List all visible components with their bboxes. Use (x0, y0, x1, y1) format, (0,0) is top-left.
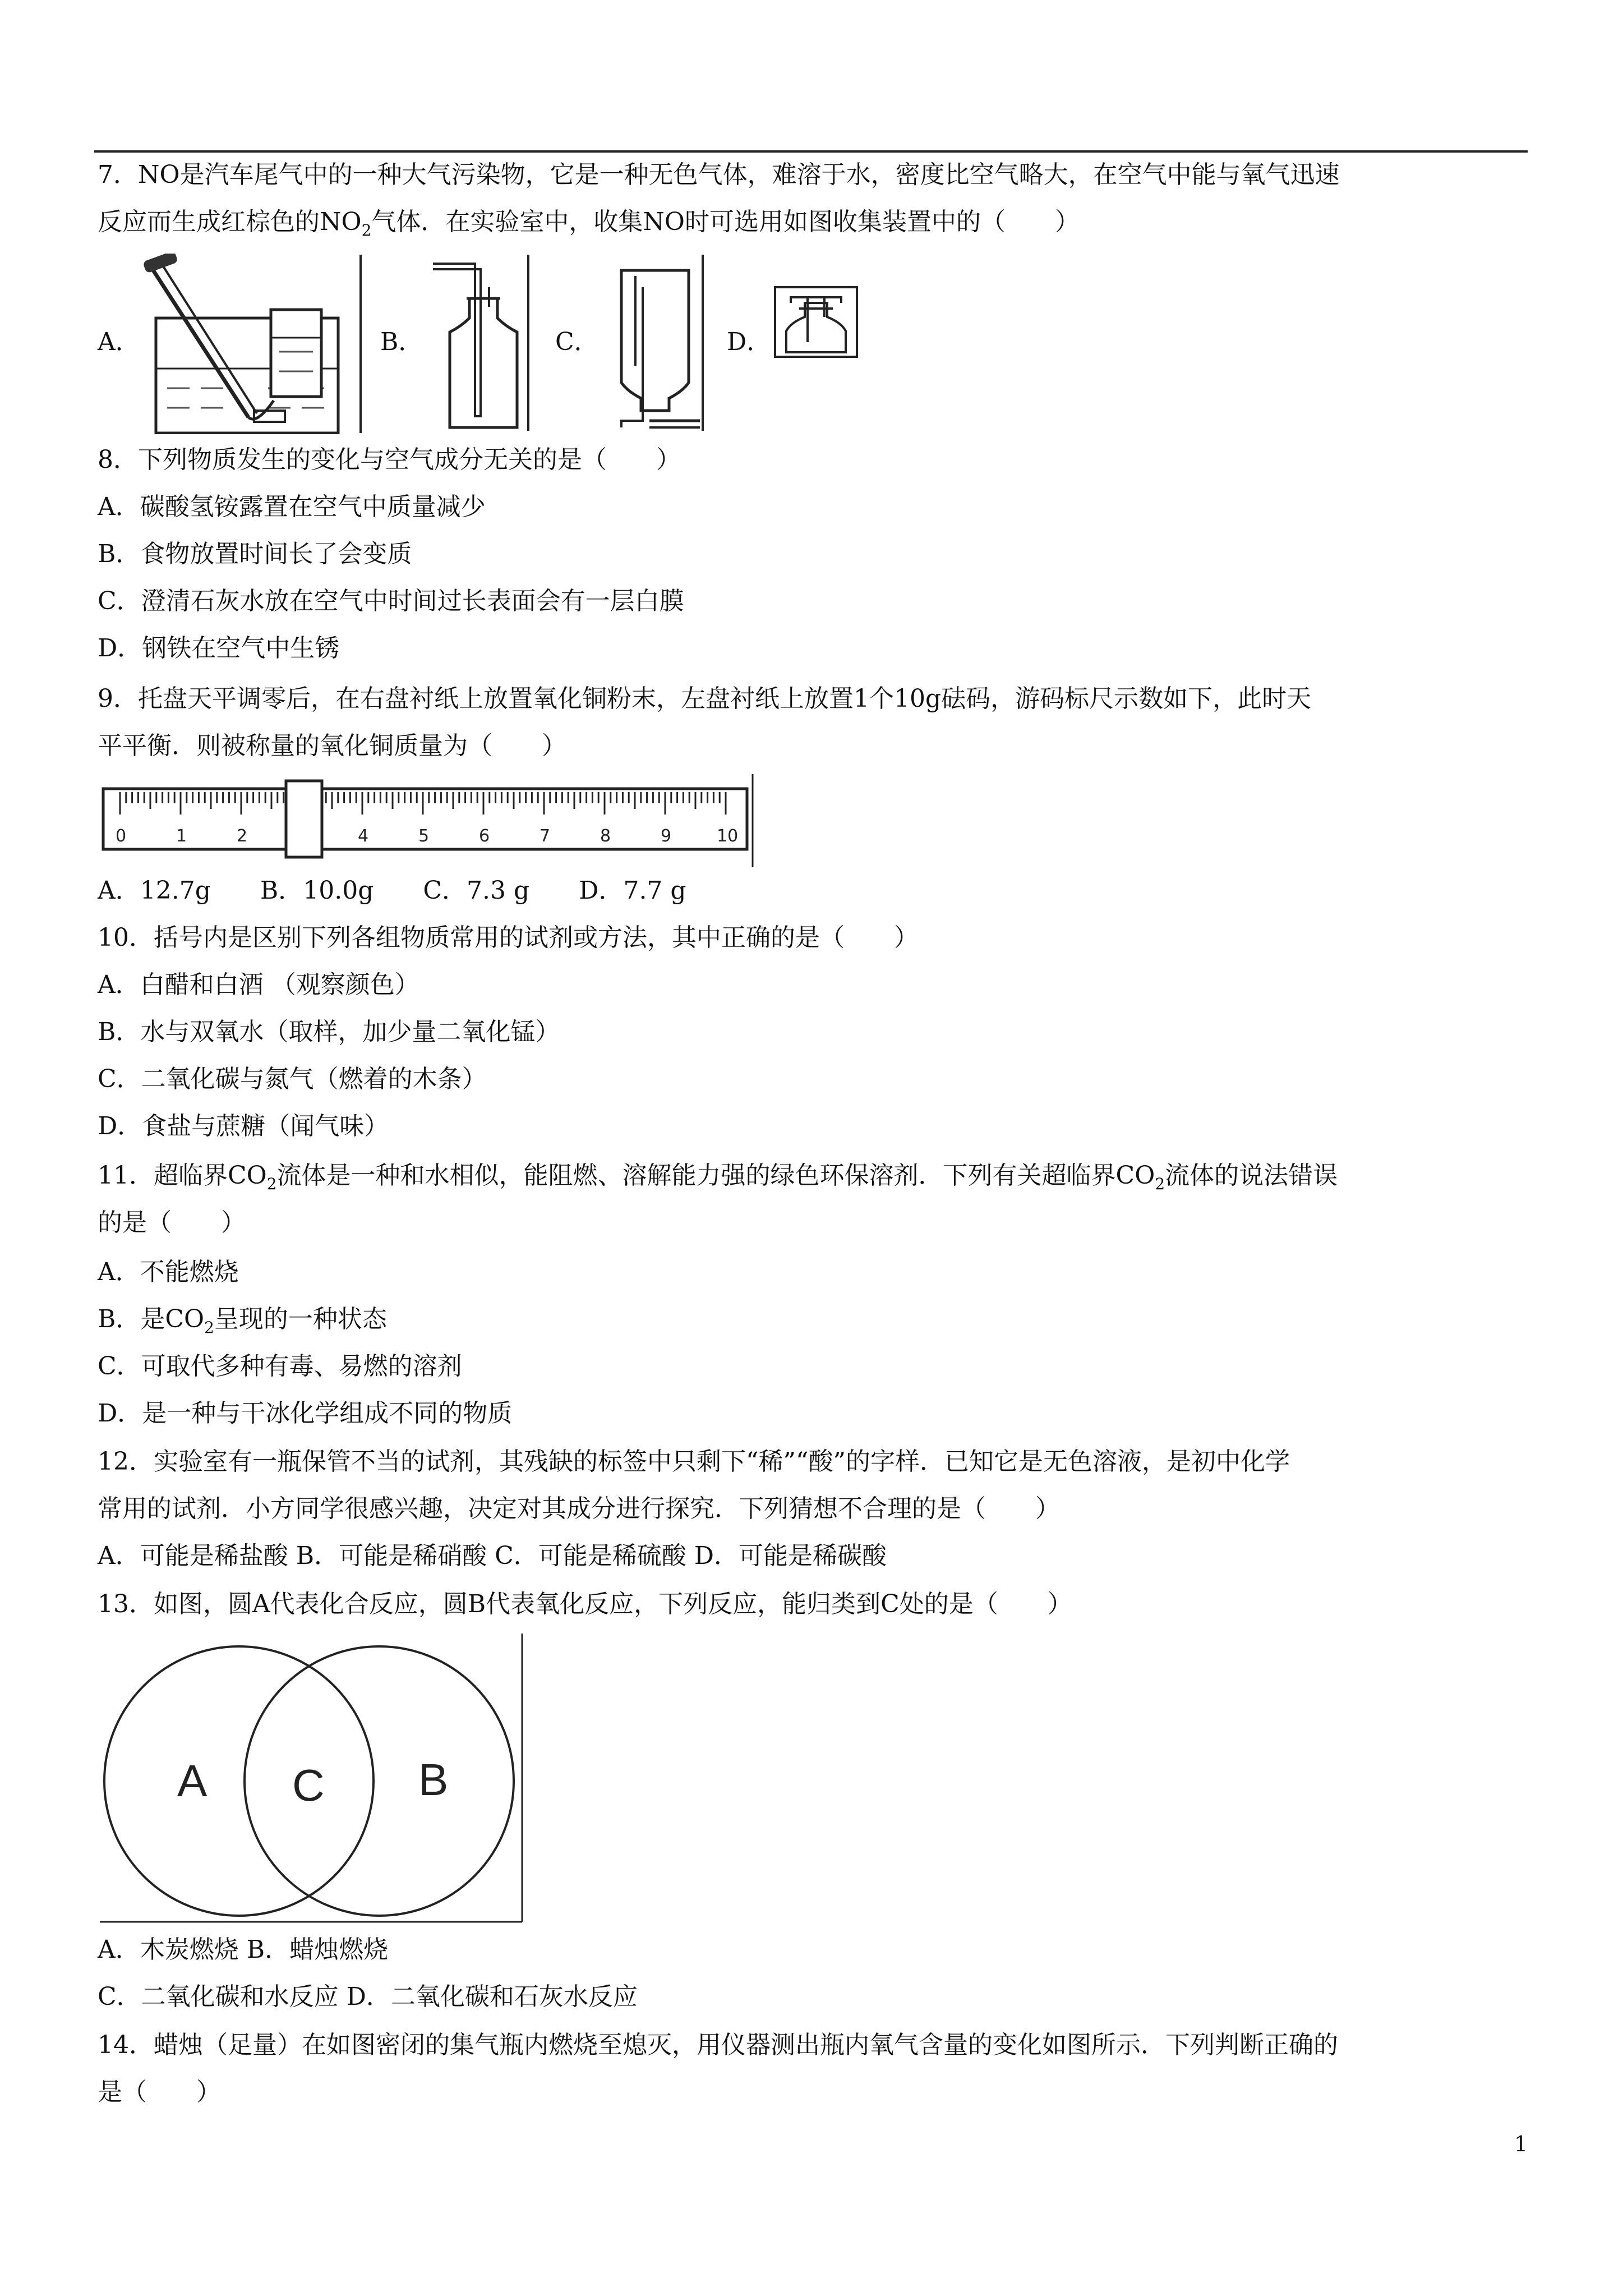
q13-options-line2: C．二氧化碳和水反应 D．二氧化碳和石灰水反应 (98, 1982, 638, 2011)
q7-label-d: D． (727, 328, 772, 356)
q7-label-c: C． (555, 328, 599, 356)
q7-line2: 反应而生成红棕色的$NO_2$气体．在实验室中，收集NO时可选用如图收集装置中的（ ） (98, 208, 1080, 240)
q12-options: A．可能是稀盐酸 B．可能是稀硝酸 C．可能是稀硫酸 D．可能是稀碳酸 (98, 1542, 887, 1570)
rider (286, 781, 322, 857)
apparatus-a-water-trough (139, 254, 363, 434)
ruler-number: 2 (237, 826, 248, 846)
venn-label-a: A (177, 1756, 208, 1806)
venn-diagram (99, 1632, 527, 1924)
header-rule (94, 150, 1528, 153)
venn-label-c: C (292, 1760, 325, 1810)
ruler-number: 10 (717, 826, 739, 846)
q10-option-d: D．食盐与蔗糖（闻气味） (98, 1112, 389, 1140)
ruler-number: 7 (540, 826, 551, 846)
q14-line1: 14．蜡烛（足量）在如图密闭的集气瓶内燃烧至熄灭，用仪器测出瓶内氧气含量的变化如图所示．下列判断正确的 (98, 2031, 1338, 2059)
ruler-number: 8 (600, 826, 611, 846)
q10-option-b: B．水与双氧水（取样，加少量二氧化锰） (98, 1018, 560, 1046)
q12-line2: 常用的试剂．小方同学很感兴趣，决定对其成分进行探究．下列猜想不合理的是（ ） (98, 1494, 1060, 1523)
ruler-number: 1 (176, 826, 187, 846)
circle-a (104, 1646, 374, 1916)
q7-line1: 7．NO是汽车尾气中的一种大气污染物，它是一种无色气体，难溶于水，密度比空气略大，在空气中能与氧气迅速 (98, 160, 1340, 189)
q11-option-c: C．可取代多种有毒、易燃的溶剂 (98, 1352, 462, 1381)
q11-line1: 11．超临界$CO_2$流体是一种和水相似，能阻燃、溶解能力强的绿色环保溶剂．下列有关超临界$CO_2$流体的说法错误 (98, 1161, 1338, 1193)
q12-line1: 12．实验室有一瓶保管不当的试剂，其残缺的标签中只剩下“稀”“酸”的字样．已知它是无色溶液，是初中化学 (98, 1447, 1290, 1476)
q9-line2: 平平衡．则被称量的氧化铜质量为（ ） (98, 731, 566, 760)
q11-option-b: B．是$CO_2$呈现的一种状态 (98, 1305, 387, 1337)
balance-rider-scale (100, 773, 759, 868)
q8-option-a: A．碳酸氢铵露置在空气中质量减少 (98, 493, 486, 521)
q11-option-a: A．不能燃烧 (98, 1258, 239, 1286)
circle-b (245, 1646, 514, 1916)
q8-option-b: B．食物放置时间长了会变质 (98, 540, 412, 568)
q13-options-line1: A．木炭燃烧 B．蜡烛燃烧 (98, 1935, 389, 1964)
ruler-number: 6 (479, 826, 490, 846)
ruler-number: 0 (116, 826, 127, 846)
q11-option-d: D．是一种与干冰化学组成不同的物质 (98, 1399, 513, 1428)
q10-option-a: A．白醋和白酒 （观察颜色） (98, 970, 419, 999)
venn-label-b: B (418, 1755, 449, 1805)
q9-options: A．12.7g B．10.0g C．7.3 g D．7.7 g (98, 876, 686, 905)
ruler-number: 4 (358, 826, 369, 846)
q10-option-c: C．二氧化碳与氮气（燃着的木条） (98, 1065, 487, 1093)
q7-label-b: B． (380, 328, 423, 356)
apparatus-b-bottle-long-tube (427, 254, 534, 432)
page-number: 1 (1514, 2132, 1528, 2156)
apparatus-c-inverted-bottle (599, 254, 706, 432)
q14-line2: 是（ ） (98, 2078, 221, 2106)
ruler-number: 9 (661, 826, 672, 846)
q11-line2: 的是（ ） (98, 1208, 246, 1237)
apparatus-d-gas-washing-bottle (774, 286, 858, 358)
q10-stem: 10．括号内是区别下列各组物质常用的试剂或方法，其中正确的是（ ） (98, 923, 919, 952)
q8-option-d: D．钢铁在空气中生锈 (98, 634, 340, 662)
q9-line1: 9．托盘天平调零后，在右盘衬纸上放置氧化铜粉末，左盘衬纸上放置1个10g砝码，游码标尺示数如下，此时天 (98, 684, 1312, 713)
q13-stem: 13．如图，圆A代表化合反应，圆B代表氧化反应，下列反应，能归类到C处的是（ ） (98, 1590, 1072, 1618)
ruler-number: 5 (418, 826, 430, 846)
q7-label-a: A． (98, 328, 140, 356)
q8-option-c: C．澄清石灰水放在空气中时间过长表面会有一层白膜 (98, 587, 684, 615)
q8-stem: 8．下列物质发生的变化与空气成分无关的是（ ） (98, 445, 681, 474)
